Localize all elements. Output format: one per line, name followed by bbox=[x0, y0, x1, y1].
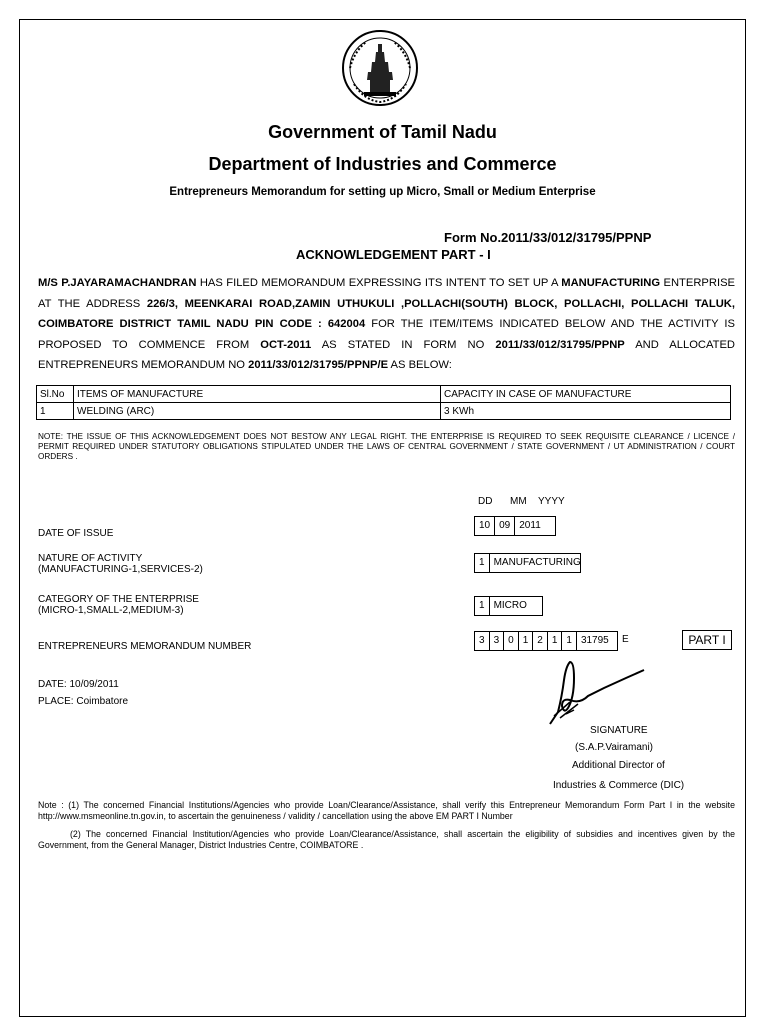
enterprise-address: 226/3, MEENKARAI ROAD,ZAMIN UTHUKULI ,POLLACHI(SOUTH) BLOCK, POLLACHI, POLLACHI TALUK, COIMBATORE DISTRICT TAMIL NADU PIN CODE : 642004 bbox=[38, 297, 735, 330]
acknowledgement-title: ACKNOWLEDGEMENT PART - I bbox=[296, 247, 491, 262]
em-digit-box: 1 bbox=[548, 631, 563, 651]
em-digit-box: 0 bbox=[504, 631, 519, 651]
nature-code-box: 1 bbox=[474, 553, 490, 573]
footer-note-1: Note : (1) The concerned Financial Institutions/Agencies who provide Loan/Clearance/Assistance, shall verify this Entrepreneur Memorandum Form Part I in the website http://www.msmeonline.tn.gov.in, to ascertain the genuineness / validity / cancellation using the above EM PART I Number bbox=[38, 800, 735, 821]
footer-note-2: (2) The concerned Financial Institution/Agencies who provide Loan/Clearance/Assistance, shall ascertain the eligibility of subsidies and incentives given by the Government, from the General Manager, District Industries Centre, COIMBATORE . bbox=[38, 829, 735, 850]
signatory-designation-2: Industries & Commerce (DIC) bbox=[553, 780, 685, 791]
em-number: 2011/33/012/31795/PPNP/E bbox=[248, 359, 389, 371]
em-suffix: E bbox=[621, 634, 629, 645]
table-cell: 3 KWh bbox=[441, 403, 731, 420]
nature-of-activity-boxes bbox=[474, 553, 581, 573]
em-digit-box: 1 bbox=[519, 631, 534, 651]
declaration-paragraph: M/S P.JAYARAMACHANDRAN HAS FILED MEMORANDUM EXPRESSING ITS INTENT TO SET UP A MANUFACTURING ENTERPRISE AT THE ADDRESS 226/3, MEENKARAI ROAD,ZAMIN UTHUKULI ,POLLACHI(SOUTH) BLOCK, POLLACHI, POLLACHI TALUK, COIMBATORE DISTRICT TAMIL NADU PIN CODE : 642004 FOR THE ITEM/ITEMS INDICATED BELOW AND THE ACTIVITY IS PROPOSED TO COMMENCE FROM OCT-2011 AS STATED IN FORM NO 2011/33/012/31795/PPNP AND ALLOCATED ENTREPRENEURS MEMORANDUM NO 2011/33/012/31795/PPNP/E AS BELOW: bbox=[38, 277, 735, 371]
form-number: Form No.2011/33/012/31795/PPNP bbox=[444, 230, 652, 245]
date-of-issue-boxes bbox=[474, 516, 556, 536]
table-header-cell: ITEMS OF MANUFACTURE bbox=[74, 386, 441, 403]
issue-place: PLACE: Coimbatore bbox=[38, 696, 129, 707]
tamil-nadu-emblem-icon bbox=[340, 28, 420, 108]
form-reference: 2011/33/012/31795/PPNP bbox=[495, 338, 625, 351]
date-dd-box: 10 bbox=[474, 516, 495, 536]
date-yyyy-box: 2011 bbox=[515, 516, 556, 536]
part-label-box: PART I bbox=[682, 630, 732, 650]
signatory-designation-1: Additional Director of bbox=[572, 760, 665, 771]
date-mm-box: 09 bbox=[495, 516, 515, 536]
category-boxes bbox=[474, 596, 543, 616]
mm-header: MM bbox=[510, 496, 527, 507]
nature-text-box: MANUFACTURING bbox=[490, 553, 581, 573]
em-number-label: ENTREPRENEURS MEMORANDUM NUMBER bbox=[38, 641, 252, 652]
signature-label: SIGNATURE bbox=[590, 725, 648, 736]
table-header-cell: Sl.No bbox=[37, 386, 74, 403]
commence-date: OCT-2011 bbox=[260, 338, 312, 351]
date-of-issue-label: DATE OF ISSUE bbox=[38, 528, 114, 539]
signatory-name: (S.A.P.Vairamani) bbox=[575, 742, 653, 753]
document-page bbox=[19, 19, 746, 1017]
category-text-box: MICRO bbox=[490, 596, 543, 616]
dd-header: DD bbox=[478, 496, 493, 507]
category-label: CATEGORY OF THE ENTERPRISE (MICRO-1,SMALL-2,MEDIUM-3) bbox=[38, 594, 199, 616]
issue-date: DATE: 10/09/2011 bbox=[38, 679, 119, 690]
subtitle: Entrepreneurs Memorandum for setting up Micro, Small or Medium Enterprise bbox=[169, 186, 596, 198]
em-serial-box: 31795 bbox=[577, 631, 618, 651]
legal-note: NOTE: THE ISSUE OF THIS ACKNOWLEDGEMENT DOES NOT BESTOW ANY LEGAL RIGHT. THE ENTERPRISE IS REQUIRED TO SEEK REQUISITE CLEARANCE / LICENCE / PERMIT REQUIRED UNDER STATUTORY OBLIGATIONS STIPULATED UNDER THE LAWS OF CENTRAL GOVERNMENT / STATE GOVERNMENT / UT ADMINISTRATION / COURT ORDERS . bbox=[38, 432, 735, 461]
title-department: Department of Industries and Commerce bbox=[208, 154, 557, 174]
title-government: Government of Tamil Nadu bbox=[268, 122, 497, 142]
items-table bbox=[36, 385, 731, 420]
table-header-cell: CAPACITY IN CASE OF MANUFACTURE bbox=[441, 386, 731, 403]
em-digit-box: 1 bbox=[562, 631, 577, 651]
yyyy-header: YYYY bbox=[538, 496, 565, 507]
table-cell: WELDING (ARC) bbox=[74, 403, 441, 420]
table-cell: 1 bbox=[37, 403, 74, 420]
em-digit-box: 3 bbox=[490, 631, 505, 651]
signature-scribble-icon bbox=[540, 656, 660, 728]
table-row bbox=[37, 403, 731, 420]
nature-of-activity-label: NATURE OF ACTIVITY (MANUFACTURING-1,SERVICES-2) bbox=[38, 553, 203, 575]
em-digit-box: 3 bbox=[474, 631, 490, 651]
category-code-box: 1 bbox=[474, 596, 490, 616]
em-digit-box: 2 bbox=[533, 631, 548, 651]
table-header-row bbox=[37, 386, 731, 403]
firm-name: M/S P.JAYARAMACHANDRAN bbox=[38, 277, 197, 289]
activity-type: MANUFACTURING bbox=[561, 277, 661, 289]
em-number-boxes bbox=[474, 631, 640, 651]
